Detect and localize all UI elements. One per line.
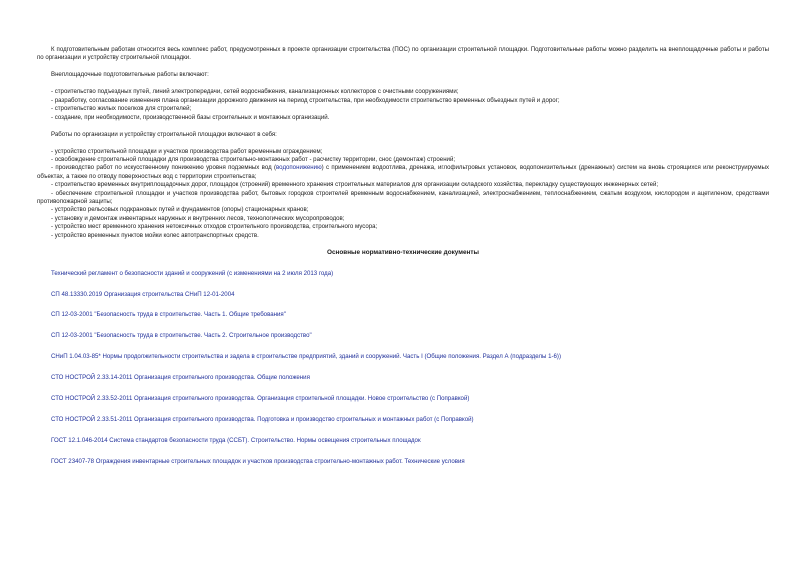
- document-link[interactable]: ГОСТ 23407-78 Ограждения инвентарные строительных площадок и участков производства строительно-монтажных работ. Технические условия: [51, 457, 465, 465]
- document-body: [37, 46, 769, 466]
- document-link[interactable]: ГОСТ 12.1.046-2014 Система стандартов безопасности труда (ССБТ). Строительство. Нормы освещения строительных площадок: [51, 436, 421, 444]
- document-link[interactable]: СП 48.13330.2019 Организация строительства СНиП 12-01-2004: [51, 290, 235, 298]
- list-item: - установку и демонтаж инвентарных наружных и внутренних лесов, технологических мусоропроводов;: [51, 214, 345, 222]
- list-item: - устройство мест временного хранения нетоксичных отходов строительного производства, строительного мусора;: [51, 223, 378, 231]
- document-link[interactable]: СП 12-03-2001 "Безопасность труда в строительстве. Часть 1. Общие требования": [51, 311, 286, 319]
- document-link[interactable]: СНиП 1.04.03-85* Нормы продолжительности строительства и задела в строительстве предприятий, зданий и сооружений. Часть I (Общие положения. Раздел А (подразделы 1-6)): [51, 353, 561, 361]
- list-item: - создание, при необходимости, производственной базы строительных и монтажных организаций.: [51, 113, 330, 121]
- list-item: - устройство рельсовых подкрановых путей и фундаментов (опоры) стационарных кранов;: [51, 206, 309, 214]
- list-item: - устройство строительной площадки и участков производства работ временным ограждением;: [51, 147, 323, 155]
- document-link[interactable]: СТО НОСТРОЙ 2.33.52-2011 Организация строительного производства. Организация строительной площадки. Новое строительство (с Поправкой): [51, 395, 470, 403]
- list-item-text: ) с применением водоотлива, дренажа, иглофильтровых установок, водопонизительных (дренажных) систем на вновь строящихся или реконструируемых объектах, а также по отводу поверхностных вод с территории строительства;: [37, 164, 770, 180]
- onsite-title: Работы по организации и устройству строительной площадки включают в себя:: [51, 130, 277, 138]
- dewatering-link[interactable]: водопонижению: [276, 164, 322, 172]
- list-item-text: - производство работ по искусственному понижению уровня подземных вод (: [51, 164, 277, 172]
- intro-paragraph: К подготовительным работам относится весь комплекс работ, предусмотренных в проекте организации строительства (ПОС) по организации строительной площадки. Подготовительные работы можно разделить на внеплощадочные работы и работы по организации и устройству строительной площадки.: [37, 46, 769, 62]
- offsite-title: Внеплощадочные подготовительные работы включают:: [51, 71, 209, 79]
- document-link[interactable]: Технический регламент о безопасности зданий и сооружений (с изменениями на 2 июля 2013 года): [51, 269, 334, 277]
- document-link[interactable]: СП 12-03-2001 "Безопасность труда в строительстве. Часть 2. Строительное производство": [51, 332, 312, 340]
- list-item-dewatering: [37, 164, 769, 181]
- list-item: - строительство подъездных путей, линий электропередачи, сетей водоснабжения, канализационных коллекторов с очистными сооружениями;: [51, 88, 459, 96]
- list-item: - строительство временных внутриплощадочных дорог, площадок (строений) временного хранения строительных материалов для организации складского хозяйства, перекладку существующих инженерных сетей;: [51, 181, 659, 189]
- list-item: - строительство жилых поселков для строителей;: [51, 105, 192, 113]
- list-item: - устройство временных пунктов мойки колес автотранспортных средств.: [51, 231, 259, 239]
- list-item: - разработку, согласование изменения плана организации дорожного движения на период строительства, при необходимости строительство временных объездных путей и дорог;: [51, 96, 560, 104]
- document-link[interactable]: СТО НОСТРОЙ 2.33.14-2011 Организация строительного производства. Общие положения: [51, 374, 310, 382]
- list-item: - обеспечение строительной площадки и участков производства работ, бытовых городков строителей временным водоснабжением, канализацией, электроснабжением, теплоснабжением, сжатым воздухом, кислородом и ацетиленом, средствами противопожарной защиты;: [37, 189, 769, 206]
- document-link[interactable]: СТО НОСТРОЙ 2.33.51-2011 Организация строительного производства. Подготовка и производство строительных и монтажных работ (с Поправкой): [51, 415, 474, 423]
- list-item: - освобождение строительной площадки для производства строительно-монтажных работ - расчистку территории, снос (демонтаж) строений;: [51, 156, 456, 164]
- documents-heading: Основные нормативно-технические документы: [326, 248, 479, 256]
